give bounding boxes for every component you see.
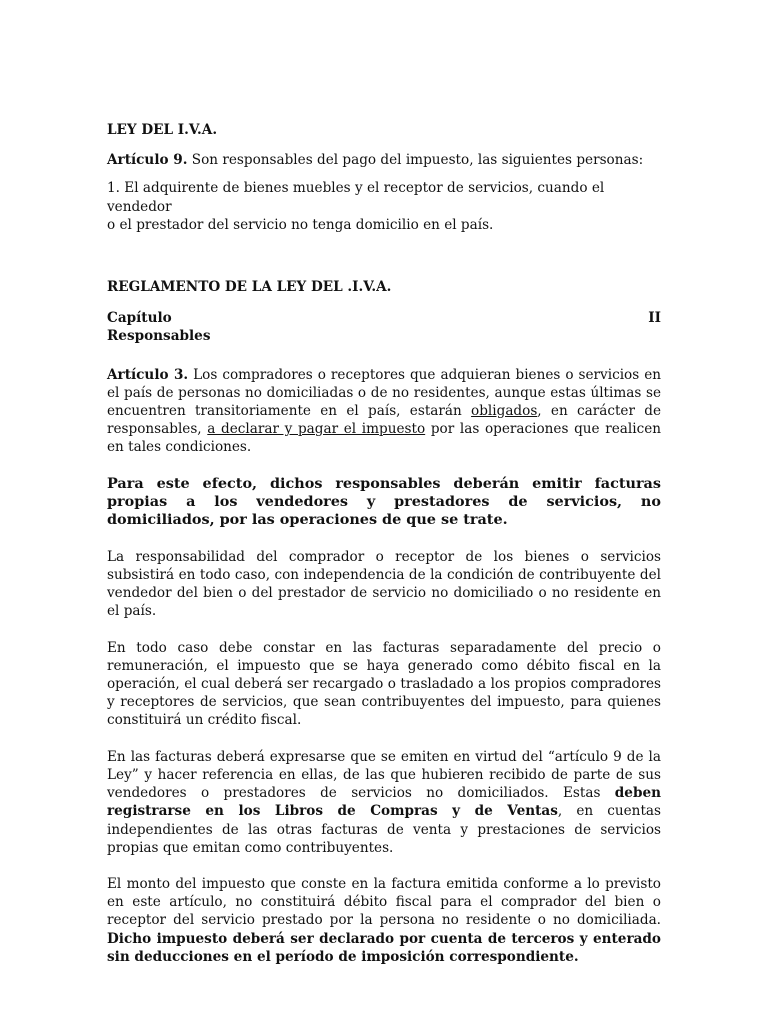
articulo-3-underline-declarar: a declarar y pagar el impuesto [207, 421, 426, 438]
articulo-3-text-a: Los compradores o receptores que adquieran bienes o servicios en el país de personas no domiciliadas o de no residentes, aunque estas últimas se encuentren transitoriamente en el país, estarán [107, 366, 662, 420]
reglamento-title: REGLAMENTO DE LA LEY DEL .I.V.A. [107, 279, 392, 296]
capitulo-number: II [648, 310, 661, 327]
capitulo-subtitle: Responsables [107, 328, 211, 345]
facturas-bold: deben registrarse en los Libros de Compras y de Ventas [107, 785, 661, 820]
articulo-3-text-b: , en carácter de responsables, [107, 403, 661, 438]
monto-text-a: El monto del impuesto que conste en la factura emitida conforme a lo previsto en este artículo, no constituirá débito fiscal para el comprador del bien o receptor del servicio prestado por la persona no residente o no domiciliada. [107, 875, 661, 929]
articulo-3-underline-obligados: obligados [471, 403, 538, 420]
ley-title: LEY DEL I.V.A. [107, 122, 218, 138]
paragraph-todo-caso: En todo caso debe constar en las facturas separadamente del precio o remuneración, el impuesto que se haya generado como débito fiscal en la operación, el cual deberá ser recargado o trasladado a los propios compradores y receptores de servicios, que sean contribuyentes del impuesto, para quienes constituirá un crédito fiscal. [107, 639, 661, 729]
articulo-9-label: Artículo 9. [107, 152, 188, 169]
ley-item-1-line-1: 1. El adquirente de bienes muebles y el receptor de servicios, cuando el vendedor [107, 180, 605, 215]
ley-item-1-line-2: o el prestador del servicio no tenga domicilio en el país. [107, 216, 494, 233]
capitulo-label: Capítulo [107, 310, 172, 327]
paragraph-monto [107, 875, 661, 966]
paragraph-responsabilidad: La responsabilidad del comprador o receptor de los bienes o servicios subsistirá en todo caso, con independencia de la condición de contribuyente del vendedor del bien o del prestador de servicio no domiciliado o no residente en el país. [107, 548, 661, 620]
articulo-3-text-c: por las operaciones que realicen en tales condiciones. [107, 421, 661, 456]
paragraph-efecto-bold: Para este efecto, dichos responsables deberán emitir facturas propias a los vendedores y prestadores de servicios, no domiciliados, por las operaciones de que se trate. [107, 474, 661, 529]
ley-articulo-9 [107, 151, 661, 169]
articulo-3-label: Artículo 3. [107, 366, 189, 383]
reglamento-articulo-3 [107, 366, 661, 457]
facturas-text-a: En las facturas deberá expresarse que se emiten en virtud del “artículo 9 de la Ley” y hacer referencia en ellas, de las que hubieren recibido de parte de sus vendedores o prestadores de servicios no domiciliados. Estas [107, 748, 661, 802]
capitulo-heading [107, 309, 661, 327]
paragraph-facturas [107, 748, 661, 857]
articulo-9-text: Son responsables del pago del impuesto, las siguientes personas: [187, 152, 644, 169]
facturas-text-b: , en cuentas independientes de las otras facturas de venta y prestaciones de servicios propias que emitan como contribuyentes. [107, 803, 661, 856]
monto-bold: Dicho impuesto deberá ser declarado por cuenta de terceros y enterado sin deducciones en el período de imposición correspondiente. [107, 930, 661, 965]
